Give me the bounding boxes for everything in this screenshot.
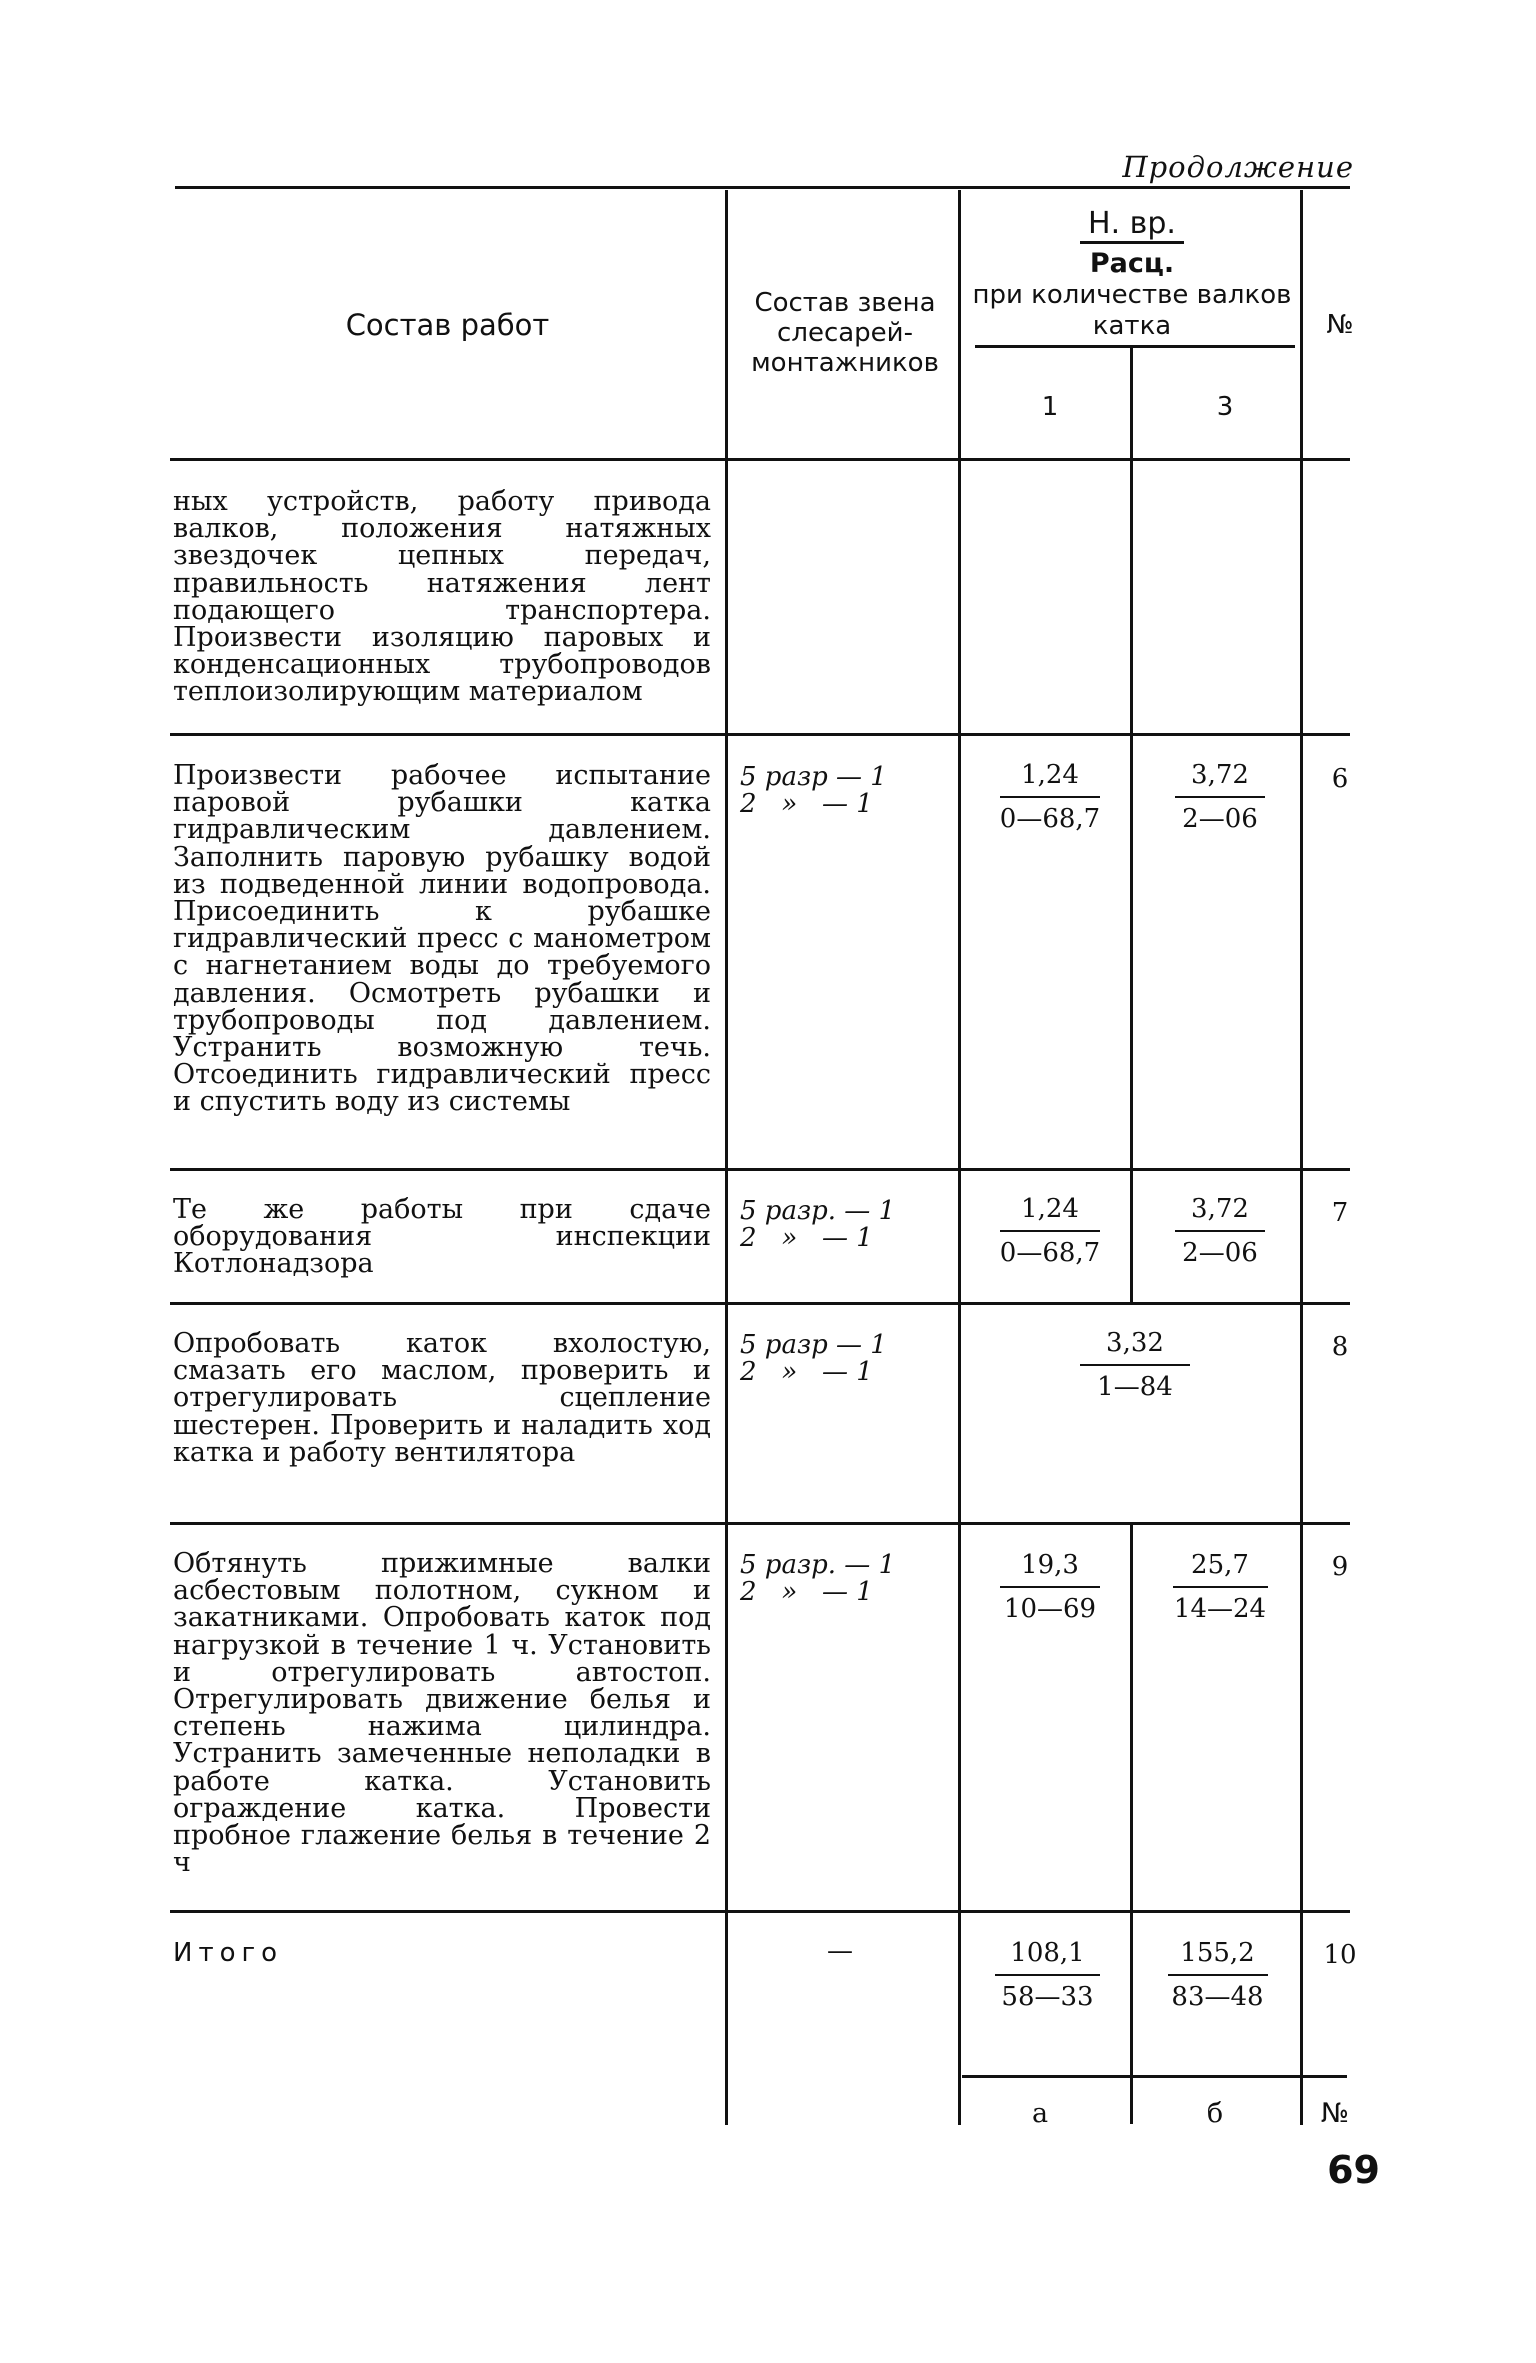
continued-label: Продолжение: [1122, 150, 1354, 184]
total-label: Итого: [173, 1938, 284, 1968]
work-description: Обтянуть прижимные валки асбестовым полотном, сукном и закатниками. Опробовать каток под нагрузкой в течение 1 ч. Установить и отрегулировать автостоп. Отрегулировать движение белья и степень нажима цилиндра. Устранить замеченные неполадки в работе катка. Установить ограждение катка. Провести пробное глажение белья в течение 2 ч: [173, 1548, 711, 1879]
crew-composition: 5 разр. — 1 2 » — 1: [740, 1550, 896, 1607]
price-value: 2—06: [1182, 804, 1258, 834]
work-description: Опробовать каток вхолостую, смазать его маслом, проверить и отрегулировать сцепление шестерен. Проверить и наладить ход катка и работу вентилятора: [173, 1328, 711, 1468]
page-number: 69: [1327, 2148, 1380, 2192]
column-rule: [725, 190, 728, 2125]
column-rule: [958, 190, 961, 2125]
work-description: Произвести рабочее испытание паровой рубашки катка гидравлическим давлением. Заполнить паровую рубашку водой из подведенной линии водопровода. Присоединить к рубашке гидравлический пресс с манометром с нагнетанием воды до требуемого давления. Осмотреть рубашки и трубопроводы под давлением. Устранить возможную течь. Отсоединить гидравлический пресс и спустить воду из системы: [173, 760, 711, 1118]
row-number: 10: [1323, 1940, 1357, 1970]
price-value: 83—48: [1171, 1982, 1264, 2012]
price-value: 0—68,7: [999, 804, 1101, 834]
header-rate-sub: при количестве валков катка: [972, 280, 1292, 341]
rate-1-roller: [985, 760, 1115, 834]
work-description: ных устройств, работу привода валков, положения натяжных звездочек цепных передач, правильность натяжения лент подающего транспортера. Произвести изоляцию паровых и конденсационных трубопроводов теплоизолирующим материалом: [173, 486, 711, 708]
footer-rule: [962, 2075, 1347, 2078]
row-divider: [170, 733, 1350, 736]
header-col-1: 1: [1041, 392, 1059, 422]
column-rule: [1130, 348, 1133, 458]
header-work: Состав работ: [345, 308, 550, 342]
price-value: 14—24: [1173, 1594, 1267, 1624]
norm-value: 1,24: [1021, 760, 1079, 790]
price-value: 10—69: [1003, 1594, 1097, 1624]
rate-1-roller: [975, 1938, 1120, 2012]
header-rate-price: Расц.: [1089, 248, 1175, 279]
column-rule: [1130, 1524, 1133, 2124]
footer-num: №: [1320, 2098, 1350, 2129]
price-value: 1—84: [1097, 1372, 1173, 1402]
norm-value: 108,1: [1010, 1938, 1085, 1968]
rate-1-roller: [985, 1550, 1115, 1624]
header-crew: Состав звена слесарей-монтажников: [751, 288, 939, 378]
row-number: 8: [1331, 1332, 1349, 1362]
row-divider: [170, 1522, 1350, 1525]
header-rate-norm: Н. вр.: [1080, 208, 1184, 244]
row-divider: [170, 1910, 1350, 1913]
norm-value: 3,32: [1106, 1328, 1164, 1358]
footer-col-a: а: [1031, 2098, 1049, 2129]
rate-subheader-rule: [975, 345, 1295, 348]
table-top-rule: [175, 186, 1350, 189]
norm-value: 19,3: [1021, 1550, 1079, 1580]
header-num: №: [1326, 310, 1354, 340]
price-value: 0—68,7: [999, 1238, 1101, 1268]
column-rule: [1130, 460, 1133, 1305]
header-col-3: 3: [1216, 392, 1234, 422]
rate-3-rollers: [1145, 1938, 1290, 2012]
rate-1-roller: [985, 1194, 1115, 1268]
norm-value: 155,2: [1180, 1938, 1255, 1968]
header-bottom-rule: [170, 458, 1350, 461]
header-rate: [962, 208, 1302, 342]
crew-composition: 5 разр. — 1 2 » — 1: [740, 1196, 896, 1253]
column-rule: [1300, 190, 1303, 2125]
rate-merged: [1050, 1328, 1220, 1402]
price-value: 58—33: [1001, 1982, 1094, 2012]
work-description: Те же работы при сдаче оборудования инспекции Котлонадзора: [173, 1194, 711, 1280]
norm-value: 3,72: [1191, 760, 1249, 790]
rate-3-rollers: [1155, 1550, 1285, 1624]
norm-value: 25,7: [1191, 1550, 1249, 1580]
row-number: 6: [1331, 764, 1349, 794]
norm-value: 3,72: [1191, 1194, 1249, 1224]
row-divider: [170, 1302, 1350, 1305]
footer-col-b: б: [1206, 2098, 1224, 2129]
crew-composition: —: [827, 1936, 853, 1966]
rate-3-rollers: [1155, 760, 1285, 834]
price-value: 2—06: [1182, 1238, 1258, 1268]
rate-3-rollers: [1155, 1194, 1285, 1268]
row-number: 7: [1331, 1198, 1349, 1228]
row-divider: [170, 1168, 1350, 1171]
crew-composition: 5 разр — 1 2 » — 1: [740, 1330, 887, 1387]
crew-composition: 5 разр — 1 2 » — 1: [740, 762, 887, 819]
norm-value: 1,24: [1021, 1194, 1079, 1224]
row-number: 9: [1331, 1552, 1349, 1582]
